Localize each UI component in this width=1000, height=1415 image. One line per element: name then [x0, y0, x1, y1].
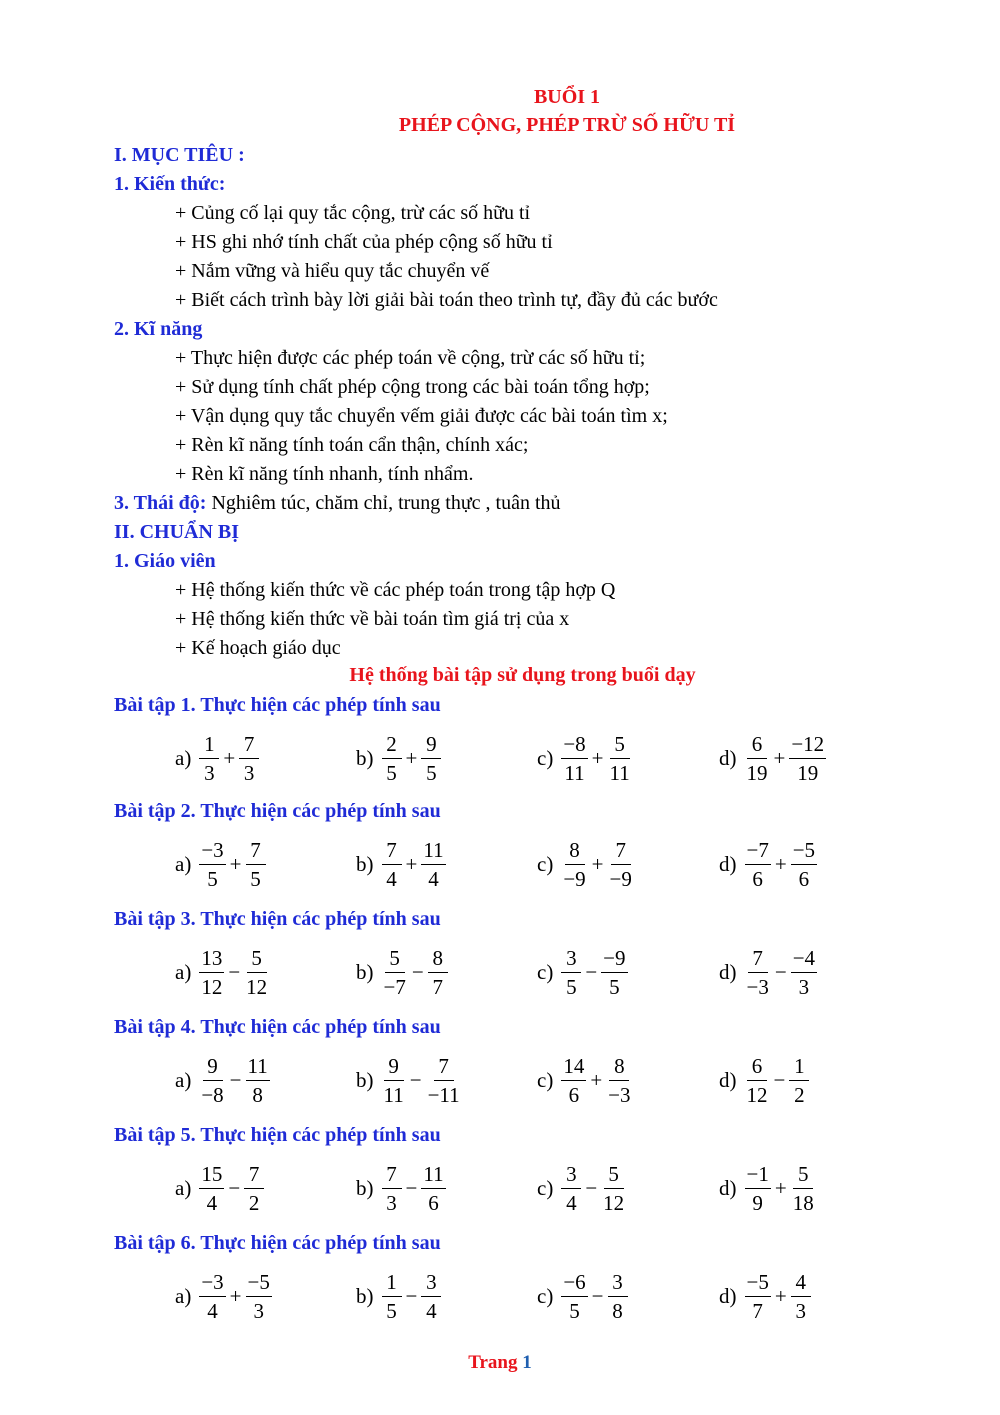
section-preparation-heading: II. CHUẨN BỊ [114, 521, 240, 543]
numerator: 5 [385, 946, 405, 973]
exercise-row [0, 836, 1000, 892]
denominator: 5 [386, 760, 397, 785]
exercise-row [0, 1052, 1000, 1108]
problem-label: d) [719, 851, 737, 876]
numerator: 8 [609, 1054, 629, 1081]
teacher-heading: 1. Giáo viên [114, 550, 216, 572]
denominator: 18 [792, 1190, 814, 1215]
fraction [246, 838, 266, 891]
fraction [608, 732, 632, 785]
denominator: 6 [798, 866, 810, 891]
fraction [608, 1270, 628, 1323]
fraction [382, 838, 402, 891]
problem-label: c) [537, 851, 554, 876]
problem-label: c) [537, 1283, 554, 1308]
numerator: 3 [608, 1270, 628, 1297]
operator: − [774, 959, 787, 984]
operator: − [228, 1175, 241, 1200]
math-problem [175, 944, 271, 1000]
numerator: 4 [791, 1270, 811, 1297]
fraction [601, 1162, 626, 1215]
problem-label: b) [356, 1283, 374, 1308]
fraction [421, 1270, 441, 1323]
fraction [789, 732, 826, 785]
fraction [421, 838, 445, 891]
fraction [239, 732, 259, 785]
attitude-heading: 3. Thái độ: [114, 492, 207, 514]
numerator: 7 [244, 1162, 264, 1189]
denominator: −3 [746, 974, 769, 999]
problem-label: c) [537, 745, 554, 770]
numerator: 7 [382, 1162, 402, 1189]
operator: + [405, 745, 418, 770]
problem-label: b) [356, 851, 374, 876]
operator: − [229, 1067, 242, 1092]
numerator: −12 [789, 732, 826, 759]
denominator: 3 [204, 760, 215, 785]
math-problem [356, 1160, 448, 1216]
denominator: 6 [568, 1082, 580, 1107]
fraction [745, 946, 771, 999]
operator: + [591, 745, 604, 770]
denominator: 3 [795, 1298, 806, 1323]
math-problem [356, 1052, 464, 1108]
problem-label: b) [356, 959, 374, 984]
math-problem [175, 730, 261, 786]
numerator: 7 [434, 1054, 454, 1081]
fraction [244, 1162, 264, 1215]
operator: − [405, 1283, 418, 1308]
fraction [601, 946, 627, 999]
operator: − [409, 1067, 422, 1092]
problem-label: a) [175, 745, 192, 770]
math-problem [356, 1268, 443, 1324]
numerator: 5 [247, 946, 267, 973]
fraction [561, 838, 587, 891]
operator: + [229, 1283, 242, 1308]
numerator: −1 [745, 1162, 771, 1189]
fraction [606, 1054, 632, 1107]
fraction [199, 1054, 225, 1107]
math-problem [719, 944, 819, 1000]
denominator: 11 [383, 1082, 404, 1107]
numerator: 6 [747, 732, 767, 759]
operator: − [585, 1175, 598, 1200]
knowledge-heading: 1. Kiến thức: [114, 173, 226, 195]
knowledge-item: + Biết cách trình bày lời giải bài toán theo trình tự, đầy đủ các bước [175, 289, 718, 311]
denominator: 8 [612, 1298, 623, 1323]
problem-label: a) [175, 851, 192, 876]
math-problem [537, 730, 634, 786]
denominator: 3 [253, 1298, 264, 1323]
denominator: 7 [432, 974, 443, 999]
denominator: −11 [427, 1082, 460, 1107]
skills-item: + Vận dụng quy tắc chuyển vếm giải được các bài toán tìm x; [175, 405, 668, 427]
denominator: 19 [797, 760, 819, 785]
math-problem [719, 1052, 811, 1108]
numerator: 7 [239, 732, 259, 759]
math-problem [356, 836, 448, 892]
fraction [421, 1162, 445, 1215]
problem-label: d) [719, 1175, 737, 1200]
fraction [199, 1162, 224, 1215]
math-problem [719, 836, 819, 892]
denominator: 4 [566, 1190, 577, 1215]
math-problem [175, 1160, 266, 1216]
numerator: 8 [428, 946, 448, 973]
numerator: −8 [561, 732, 587, 759]
operator: − [773, 1067, 786, 1092]
fraction [791, 1270, 811, 1323]
fraction [382, 1270, 402, 1323]
numerator: −4 [791, 946, 817, 973]
operator: + [591, 851, 604, 876]
denominator: 12 [246, 974, 268, 999]
denominator: 6 [752, 866, 763, 891]
fraction [745, 1054, 770, 1107]
fraction [382, 1054, 406, 1107]
attitude-text: Nghiêm túc, chăm chỉ, trung thực , tuân thủ [206, 492, 561, 514]
math-problem [537, 1160, 628, 1216]
denominator: 19 [746, 760, 768, 785]
problem-label: d) [719, 1283, 737, 1308]
numerator: 11 [421, 838, 445, 865]
denominator: 12 [201, 974, 223, 999]
denominator: 2 [248, 1190, 260, 1215]
fraction [199, 946, 224, 999]
denominator: 11 [609, 760, 630, 785]
fraction [382, 732, 402, 785]
denominator: 4 [426, 1298, 437, 1323]
fraction [199, 732, 219, 785]
numerator: 1 [382, 1270, 402, 1297]
numerator: 3 [561, 946, 581, 973]
skills-item: + Thực hiện được các phép toán về cộng, trừ các số hữu tỉ; [175, 347, 646, 369]
denominator: 5 [386, 1298, 397, 1323]
denominator: 8 [252, 1082, 263, 1107]
exercise-row [0, 1268, 1000, 1324]
fraction [561, 732, 587, 785]
denominator: 4 [386, 866, 397, 891]
problem-label: c) [537, 959, 554, 984]
math-problem [537, 1052, 635, 1108]
page-footer [0, 1352, 1000, 1374]
skills-item: + Sử dụng tính chất phép cộng trong các bài toán tổng hợp; [175, 376, 650, 398]
numerator: 11 [246, 1054, 270, 1081]
footer-page-word: Trang [468, 1352, 518, 1373]
denominator: 3 [243, 760, 255, 785]
operator: − [405, 1175, 418, 1200]
fraction [382, 1162, 402, 1215]
fraction [246, 1054, 270, 1107]
denominator: 11 [564, 760, 585, 785]
fraction [745, 838, 771, 891]
problem-label: a) [175, 1175, 192, 1200]
denominator: 5 [569, 1298, 580, 1323]
operator: − [411, 959, 424, 984]
fraction [246, 1270, 272, 1323]
numerator: 13 [199, 946, 224, 973]
lesson-subtitle: PHÉP CỘNG, PHÉP TRỪ SỐ HỮU TỈ [398, 114, 736, 136]
problem-label: a) [175, 1067, 192, 1092]
exercise-heading: Bài tập 5. Thực hiện các phép tính sau [114, 1124, 441, 1146]
denominator: 7 [752, 1298, 763, 1323]
numerator: 6 [747, 1054, 767, 1081]
denominator: 4 [206, 1190, 218, 1215]
denominator: −9 [563, 866, 586, 891]
numerator: 9 [203, 1054, 223, 1081]
numerator: 3 [561, 1162, 581, 1189]
problem-label: c) [537, 1175, 554, 1200]
fraction [745, 1270, 771, 1323]
teacher-item: + Kế hoạch giáo dục [175, 637, 341, 659]
fraction [791, 838, 817, 891]
numerator: 5 [610, 732, 630, 759]
denominator: 5 [250, 866, 261, 891]
denominator: 2 [794, 1082, 805, 1107]
denominator: 12 [746, 1082, 768, 1107]
fraction [745, 732, 770, 785]
fraction [199, 1270, 225, 1323]
numerator: 7 [382, 838, 402, 865]
exercise-heading: Bài tập 4. Thực hiện các phép tính sau [114, 1016, 441, 1038]
numerator: 14 [561, 1054, 586, 1081]
numerator: 3 [421, 1270, 441, 1297]
problem-label: a) [175, 1283, 192, 1308]
operator: + [774, 1283, 787, 1308]
exercise-system-title: Hệ thống bài tập sử dụng trong buổi dạy [349, 664, 696, 686]
denominator: 5 [609, 974, 620, 999]
problem-label: d) [719, 959, 737, 984]
numerator: −7 [745, 838, 771, 865]
exercise-heading: Bài tập 3. Thực hiện các phép tính sau [114, 908, 441, 930]
numerator: 1 [199, 732, 219, 759]
operator: + [405, 851, 418, 876]
fraction [428, 946, 448, 999]
math-problem [537, 836, 636, 892]
denominator: 12 [603, 1190, 625, 1215]
denominator: 9 [752, 1190, 763, 1215]
exercise-heading: Bài tập 1. Thực hiện các phép tính sau [114, 694, 441, 716]
math-problem [719, 1160, 818, 1216]
math-problem [719, 730, 828, 786]
operator: − [228, 959, 241, 984]
skills-item: + Rèn kĩ năng tính nhanh, tính nhẩm. [175, 463, 474, 485]
problem-label: b) [356, 745, 374, 770]
problem-label: d) [719, 1067, 737, 1092]
numerator: 5 [793, 1162, 813, 1189]
math-problem [537, 944, 630, 1000]
math-problem [356, 944, 450, 1000]
operator: + [774, 1175, 787, 1200]
fraction [561, 1054, 586, 1107]
fraction [791, 946, 817, 999]
math-problem [175, 836, 268, 892]
skills-item: + Rèn kĩ năng tính toán cẩn thận, chính xác; [175, 434, 529, 456]
denominator: 4 [428, 866, 439, 891]
operator: + [229, 851, 242, 876]
numerator: −3 [199, 1270, 225, 1297]
knowledge-item: + Củng cố lại quy tắc cộng, trừ các số hữu tỉ [175, 202, 531, 224]
numerator: 9 [384, 1054, 404, 1081]
operator: − [591, 1283, 604, 1308]
denominator: −7 [383, 974, 406, 999]
numerator: −9 [601, 946, 627, 973]
fraction [199, 838, 225, 891]
exercise-heading: Bài tập 6. Thực hiện các phép tính sau [114, 1232, 441, 1254]
fraction [791, 1162, 816, 1215]
numerator: −6 [561, 1270, 587, 1297]
denominator: −3 [608, 1082, 631, 1107]
numerator: 1 [789, 1054, 809, 1081]
problem-label: d) [719, 745, 737, 770]
fraction [608, 838, 634, 891]
numerator: 8 [565, 838, 585, 865]
fraction [561, 1270, 587, 1323]
problem-label: b) [356, 1175, 374, 1200]
denominator: 5 [426, 760, 437, 785]
math-problem [175, 1052, 272, 1108]
numerator: 7 [246, 838, 266, 865]
footer-page-number: 1 [522, 1352, 532, 1373]
math-problem [356, 730, 443, 786]
numerator: 7 [611, 838, 631, 865]
fraction [421, 732, 441, 785]
exercise-row [0, 944, 1000, 1000]
math-problem [175, 1268, 274, 1324]
attitude-line [114, 491, 561, 515]
denominator: 6 [428, 1190, 439, 1215]
fraction [561, 1162, 581, 1215]
operator: + [773, 745, 786, 770]
problem-label: c) [537, 1067, 554, 1092]
fraction [244, 946, 269, 999]
denominator: 5 [566, 974, 577, 999]
skills-heading: 2. Kĩ năng [114, 318, 203, 340]
numerator: 15 [199, 1162, 224, 1189]
teacher-item: + Hệ thống kiến thức về các phép toán trong tập hợp Q [175, 579, 616, 601]
lesson-title: BUỔI 1 [533, 86, 601, 108]
fraction [789, 1054, 809, 1107]
numerator: 7 [748, 946, 768, 973]
numerator: 2 [382, 732, 402, 759]
numerator: −5 [246, 1270, 272, 1297]
fraction [382, 946, 408, 999]
numerator: −5 [745, 1270, 771, 1297]
numerator: −5 [791, 838, 817, 865]
problem-label: a) [175, 959, 192, 984]
section-objectives-heading: I. MỤC TIÊU : [114, 144, 245, 166]
denominator: 5 [207, 866, 218, 891]
operator: + [774, 851, 787, 876]
problem-label: b) [356, 1067, 374, 1092]
fraction [426, 1054, 462, 1107]
numerator: −3 [199, 838, 225, 865]
operator: + [223, 745, 236, 770]
math-problem [537, 1268, 630, 1324]
knowledge-item: + Nắm vững và hiểu quy tắc chuyển vế [175, 260, 490, 282]
numerator: 5 [604, 1162, 624, 1189]
operator: + [590, 1067, 603, 1092]
denominator: −9 [609, 866, 632, 891]
exercise-heading: Bài tập 2. Thực hiện các phép tính sau [114, 800, 441, 822]
denominator: 3 [798, 974, 810, 999]
numerator: 11 [421, 1162, 445, 1189]
denominator: 3 [386, 1190, 397, 1215]
knowledge-item: + HS ghi nhớ tính chất của phép cộng số hữu tỉ [175, 231, 553, 253]
exercise-row [0, 730, 1000, 786]
denominator: 4 [207, 1298, 218, 1323]
denominator: −8 [201, 1082, 224, 1107]
exercise-row [0, 1160, 1000, 1216]
teacher-item: + Hệ thống kiến thức về bài toán tìm giá trị của x [175, 608, 570, 630]
fraction [561, 946, 581, 999]
math-problem [719, 1268, 813, 1324]
operator: − [585, 959, 598, 984]
numerator: 9 [421, 732, 441, 759]
fraction [745, 1162, 771, 1215]
